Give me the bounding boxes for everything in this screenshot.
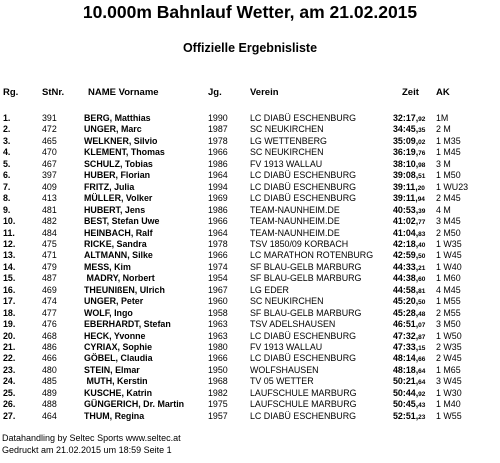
stnr-cell: 474 [42, 296, 57, 307]
time-main: 42:59, [393, 250, 419, 261]
time-main: 44:33, [393, 261, 419, 272]
time-fraction: 20 [417, 184, 425, 192]
header-zeit: Zeit [402, 87, 419, 98]
table-row [0, 159, 500, 170]
time-fraction: 35 [418, 127, 426, 135]
stnr-cell: 409 [42, 181, 57, 192]
time-main: 39:11, [393, 181, 418, 192]
year-cell: 1975 [208, 399, 228, 410]
club-cell: FV 1913 WALLAU [250, 342, 323, 352]
name-cell: RICKE, Sandra [84, 238, 147, 249]
year-cell: 1978 [208, 238, 228, 249]
stnr-cell: 471 [42, 250, 57, 261]
name-cell: UNGER, Marc [84, 124, 142, 135]
age-class-cell: 2 M55 [436, 307, 461, 318]
rank-cell: 10. [3, 216, 16, 227]
stnr-cell: 488 [42, 399, 57, 410]
time-fraction: 23 [418, 413, 426, 421]
time-fraction: 15 [418, 345, 426, 352]
time-cell [393, 319, 425, 331]
rank-cell: 15. [3, 273, 16, 284]
club-cell: LG EDER [250, 284, 289, 295]
table-row [0, 273, 500, 284]
time-fraction: 92 [418, 116, 426, 123]
time-cell [393, 296, 425, 308]
name-cell: HEINBACH, Ralf [84, 227, 153, 238]
rank-cell: 7. [3, 181, 11, 192]
rank-cell: 23. [3, 364, 16, 375]
club-cell: SF BLAU-GELB MARBURG [250, 307, 362, 318]
year-cell: 1978 [208, 135, 228, 146]
age-class-cell: 3 W45 [436, 376, 462, 387]
club-cell: LC DIABÜ ESCHENBURG [250, 113, 357, 123]
table-row [0, 136, 500, 147]
name-cell: KLEMENT, Thomas [84, 147, 165, 158]
name-cell: WOLF, Ingo [84, 307, 133, 318]
year-cell: 1960 [208, 296, 228, 307]
year-cell: 1974 [208, 261, 228, 272]
club-cell: FV 1913 WALLAU [250, 158, 323, 169]
age-class-cell: 1 M60 [436, 273, 461, 284]
table-row [0, 193, 500, 204]
rank-cell: 14. [3, 261, 16, 272]
time-main: 48:14, [393, 353, 419, 364]
year-cell: 1963 [208, 319, 228, 330]
time-cell [393, 216, 425, 228]
table-row [0, 124, 500, 135]
year-cell: 1982 [208, 387, 228, 398]
time-main: 39:08, [393, 170, 419, 181]
name-cell: STEIN, Elmar [84, 364, 140, 375]
time-fraction: 40 [418, 241, 426, 249]
club-cell: TEAM-NAUNHEIM.DE [250, 204, 340, 215]
stnr-cell: 397 [42, 170, 57, 181]
stnr-cell: 481 [42, 204, 57, 215]
time-fraction: 50 [418, 253, 426, 261]
time-cell [393, 262, 425, 274]
club-cell: TEAM-NAUNHEIM.DE [250, 227, 340, 238]
table-row [0, 285, 500, 296]
rank-cell: 21. [3, 342, 16, 352]
time-cell [393, 365, 425, 377]
rank-cell: 16. [3, 284, 16, 295]
name-cell: WELKNER, Silvio [84, 135, 158, 146]
age-class-cell: 3 M45 [436, 216, 461, 227]
time-cell [393, 147, 425, 159]
time-cell [393, 182, 425, 194]
rank-cell: 17. [3, 296, 16, 307]
rank-cell: 13. [3, 250, 16, 261]
table-row [0, 411, 500, 422]
club-cell: TEAM-NAUNHEIM.DE [250, 216, 340, 227]
time-cell [393, 159, 425, 171]
time-main: 50:21, [393, 376, 419, 387]
club-cell: LC DIABÜ ESCHENBURG [250, 181, 357, 192]
stnr-cell: 466 [42, 353, 57, 364]
name-cell: ALTMANN, Silke [84, 250, 153, 261]
club-cell: WOLFSHAUSEN [250, 364, 319, 375]
time-main: 32:17, [393, 113, 419, 123]
stnr-cell: 476 [42, 319, 57, 330]
table-row [0, 365, 500, 376]
stnr-cell: 475 [42, 238, 57, 249]
rank-cell: 24. [3, 376, 16, 387]
age-class-cell: 2 W35 [436, 342, 462, 352]
stnr-cell: 485 [42, 376, 57, 387]
age-class-cell: 4 M45 [436, 284, 461, 295]
club-cell: LC DIABÜ ESCHENBURG [250, 170, 357, 181]
name-cell: UNGER, Peter [84, 296, 144, 307]
stnr-cell: 467 [42, 158, 57, 169]
time-cell [393, 205, 425, 217]
rank-cell: 4. [3, 147, 11, 158]
rank-cell: 2. [3, 124, 11, 135]
time-fraction: 98 [418, 161, 426, 169]
stnr-cell: 479 [42, 261, 57, 272]
name-cell: CYRIAX, Sophie [84, 342, 153, 352]
club-cell: LC MARATHON ROTENBURG [250, 250, 374, 261]
time-cell [393, 376, 425, 388]
name-cell: FRITZ, Julia [84, 181, 135, 192]
table-row [0, 308, 500, 319]
rank-cell: 20. [3, 330, 16, 341]
table-row [0, 250, 500, 261]
name-cell: KUSCHE, Katrin [84, 387, 153, 398]
time-cell [393, 353, 425, 365]
time-main: 44:58, [393, 284, 419, 295]
footer-datahandling: Datahandling by Seltec Sports www.seltec.at [2, 433, 181, 443]
club-cell: LC DIABÜ ESCHENBURG [250, 410, 357, 421]
time-main: 40:53, [393, 204, 419, 215]
table-row [0, 388, 500, 399]
age-class-cell: 1 W40 [436, 261, 462, 272]
rank-cell: 25. [3, 387, 16, 398]
stnr-cell: 413 [42, 193, 57, 204]
stnr-cell: 486 [42, 342, 57, 352]
table-row [0, 147, 500, 158]
age-class-cell: 1 W50 [436, 330, 462, 341]
time-cell [393, 239, 425, 251]
time-main: 47:33, [393, 342, 419, 352]
rank-cell: 22. [3, 353, 16, 364]
time-fraction: 64 [418, 379, 426, 387]
page-title: 10.000m Bahnlauf Wetter, am 21.02.2015 [82, 2, 418, 22]
time-fraction: 50 [418, 299, 426, 307]
header-rg: Rg. [3, 87, 19, 98]
time-cell [393, 308, 425, 320]
time-fraction: 43 [418, 402, 426, 410]
time-cell [393, 228, 425, 240]
table-row [0, 239, 500, 250]
name-cell: THUM, Regina [84, 410, 145, 421]
table-row [0, 228, 500, 239]
table-row [0, 353, 500, 364]
age-class-cell: 2 M45 [436, 193, 461, 204]
rank-cell: 18. [3, 307, 16, 318]
table-row [0, 376, 500, 387]
year-cell: 1966 [208, 147, 228, 158]
name-cell: BEST, Stefan Uwe [84, 216, 160, 227]
year-cell: 1964 [208, 170, 228, 181]
time-fraction: 66 [418, 356, 426, 364]
age-class-cell: 3 M50 [436, 319, 461, 330]
year-cell: 1968 [208, 376, 228, 387]
time-cell [393, 136, 425, 148]
rank-cell: 11. [3, 227, 15, 238]
club-cell: SC NEUKIRCHEN [250, 147, 324, 158]
time-main: 44:38, [393, 273, 419, 284]
time-main: 50:45, [393, 399, 419, 410]
time-main: 45:28, [393, 307, 419, 318]
table-row [0, 399, 500, 410]
stnr-cell: 482 [42, 216, 57, 227]
time-fraction: 92 [418, 390, 426, 398]
club-cell: SF BLAU-GELB MARBURG [250, 261, 362, 272]
year-cell: 1963 [208, 330, 228, 341]
age-class-cell: 1 M45 [436, 147, 461, 158]
age-class-cell: 2 W45 [436, 353, 462, 364]
time-fraction: 87 [418, 333, 426, 341]
time-cell [393, 124, 425, 136]
rank-cell: 1. [3, 113, 11, 123]
stnr-cell: 472 [42, 124, 57, 135]
time-main: 38:10, [393, 158, 419, 169]
year-cell: 1986 [208, 158, 228, 169]
page-subtitle: Offizielle Ergebnisliste [182, 41, 318, 55]
time-fraction: 51 [418, 173, 426, 181]
time-main: 46:51, [393, 319, 419, 330]
age-class-cell: 1 M65 [436, 364, 461, 375]
club-cell: LG WETTENBERG [250, 135, 327, 146]
table-row [0, 296, 500, 307]
time-cell [393, 170, 425, 182]
name-cell: HECK, Yvonne [84, 330, 146, 341]
club-cell: TSV ADELSHAUSEN [250, 319, 336, 330]
name-cell: HUBER, Florian [84, 170, 151, 181]
time-cell [393, 193, 425, 205]
club-cell: SC NEUKIRCHEN [250, 124, 324, 135]
time-fraction: 81 [418, 287, 426, 295]
age-class-cell: 1M [436, 113, 449, 123]
year-cell: 1994 [208, 181, 228, 192]
year-cell: 1969 [208, 193, 228, 204]
time-main: 42:18, [393, 238, 419, 249]
table-row [0, 216, 500, 227]
year-cell: 1966 [208, 353, 228, 364]
time-fraction: 39 [418, 207, 426, 215]
rank-cell: 5. [3, 158, 11, 169]
time-fraction: 21 [418, 264, 426, 272]
club-cell: TSV 1850/09 KORBACH [250, 238, 349, 249]
age-class-cell: 1 WU23 [436, 181, 469, 192]
age-class-cell: 1 M35 [436, 135, 461, 146]
time-fraction: 83 [418, 230, 426, 238]
header-ak: AK [436, 87, 450, 98]
year-cell: 1966 [208, 250, 228, 261]
time-fraction: 76 [418, 150, 426, 158]
year-cell: 1986 [208, 204, 228, 215]
stnr-cell: 464 [42, 410, 57, 421]
time-fraction: 48 [418, 310, 426, 318]
header-jg: Jg. [208, 87, 222, 98]
name-cell: THEUNIßEN, Ulrich [84, 284, 165, 295]
time-main: 36:19, [393, 147, 419, 158]
name-cell: SCHULZ, Tobias [84, 158, 153, 169]
age-class-cell: 1 W55 [436, 410, 462, 421]
header-verein: Verein [250, 87, 279, 98]
time-fraction: 60 [418, 276, 426, 284]
rank-cell: 27. [3, 410, 16, 421]
table-row [0, 170, 500, 181]
name-cell: MESS, Kim [84, 261, 131, 272]
rank-cell: 3. [3, 135, 11, 146]
header-name: NAME Vorname [88, 87, 159, 98]
name-cell: MÜLLER, Volker [84, 193, 153, 204]
table-row [0, 331, 500, 342]
name-cell: MUTH, Kerstin [84, 376, 148, 387]
rank-cell: 8. [3, 193, 11, 204]
time-cell [393, 273, 425, 285]
time-fraction: 77 [418, 219, 426, 227]
time-cell [393, 399, 425, 411]
time-fraction: 94 [417, 196, 425, 204]
age-class-cell: 1 M55 [436, 296, 461, 307]
age-class-cell: 2 M [436, 124, 451, 135]
age-class-cell: 1 W30 [436, 387, 462, 398]
time-cell [393, 411, 425, 423]
header-stnr: StNr. [42, 87, 65, 98]
table-row [0, 319, 500, 330]
club-cell: LC DIABÜ ESCHENBURG [250, 353, 357, 364]
time-cell [393, 285, 425, 297]
time-main: 39:11, [393, 193, 418, 204]
club-cell: LAUFSCHULE MARBURG [250, 387, 357, 398]
year-cell: 1967 [208, 284, 228, 295]
year-cell: 1950 [208, 364, 228, 375]
time-cell [393, 250, 425, 262]
rank-cell: 6. [3, 170, 11, 181]
rank-cell: 19. [3, 319, 16, 330]
stnr-cell: 484 [42, 227, 57, 238]
time-cell [393, 331, 425, 343]
time-main: 48:18, [393, 364, 419, 375]
age-class-cell: 4 M [436, 204, 451, 215]
table-row [0, 205, 500, 216]
rank-cell: 12. [3, 238, 16, 249]
age-class-cell: 3 M [436, 158, 451, 169]
time-fraction: 02 [418, 138, 426, 146]
stnr-cell: 480 [42, 364, 57, 375]
table-row [0, 182, 500, 193]
stnr-cell: 487 [42, 273, 57, 284]
club-cell: LAUFSCHULE MARBURG [250, 399, 357, 410]
club-cell: TV 05 WETTER [250, 376, 314, 387]
name-cell: GÜNGERICH, Dr. Martin [84, 399, 185, 410]
time-cell [393, 342, 425, 354]
time-fraction: 07 [418, 322, 426, 330]
time-cell [393, 113, 425, 125]
name-cell: BERG, Matthias [84, 113, 151, 123]
time-main: 47:32, [393, 330, 419, 341]
year-cell: 1958 [208, 307, 228, 318]
table-row [0, 342, 500, 353]
age-class-cell: 2 M50 [436, 227, 461, 238]
rank-cell: 26. [3, 399, 16, 410]
footer-printed: Gedruckt am 21.02.2015 um 18:59 Seite 1 [2, 445, 172, 455]
rank-cell: 9. [3, 204, 11, 215]
age-class-cell: 1 W35 [436, 238, 462, 249]
year-cell: 1954 [208, 273, 228, 284]
year-cell: 1990 [208, 113, 228, 123]
year-cell: 1980 [208, 342, 228, 352]
stnr-cell: 465 [42, 135, 57, 146]
table-row [0, 113, 500, 124]
name-cell: MADRY, Norbert [84, 273, 155, 284]
age-class-cell: 1 M50 [436, 170, 461, 181]
time-main: 35:09, [393, 135, 419, 146]
time-main: 41:02, [393, 216, 419, 227]
time-main: 34:45, [393, 124, 419, 135]
time-main: 52:51, [393, 410, 419, 421]
name-cell: EBERHARDT, Stefan [84, 319, 171, 330]
time-cell [393, 388, 425, 400]
year-cell: 1966 [208, 216, 228, 227]
time-main: 41:04, [393, 227, 419, 238]
club-cell: LC DIABÜ ESCHENBURG [250, 193, 357, 204]
name-cell: GÖBEL, Claudia [84, 353, 153, 364]
stnr-cell: 391 [42, 113, 57, 123]
club-cell: SF BLAU-GELB MARBURG [250, 273, 362, 284]
name-cell: HUBERT, Jens [84, 204, 146, 215]
table-row [0, 262, 500, 273]
club-cell: SC NEUKIRCHEN [250, 296, 324, 307]
stnr-cell: 489 [42, 387, 57, 398]
year-cell: 1964 [208, 227, 228, 238]
time-main: 45:20, [393, 296, 419, 307]
time-fraction: 64 [418, 367, 426, 375]
stnr-cell: 468 [42, 330, 57, 341]
club-cell: LC DIABÜ ESCHENBURG [250, 330, 357, 341]
time-main: 50:44, [393, 387, 419, 398]
stnr-cell: 469 [42, 284, 57, 295]
stnr-cell: 470 [42, 147, 57, 158]
stnr-cell: 477 [42, 307, 57, 318]
age-class-cell: 1 W45 [436, 250, 462, 261]
age-class-cell: 1 M40 [436, 399, 461, 410]
year-cell: 1957 [208, 410, 228, 421]
year-cell: 1987 [208, 124, 228, 135]
